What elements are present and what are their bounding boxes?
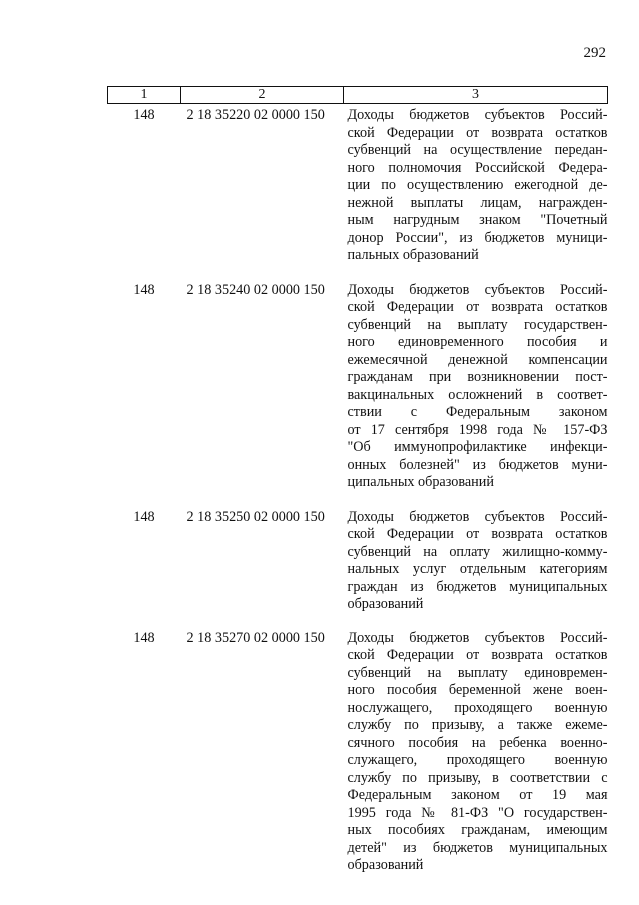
description-line: граждан из бюджетов муниципальных xyxy=(347,578,608,595)
description-line: ции по осуществлению ежегодной де- xyxy=(347,177,608,193)
description-line: нежной выплаты лицам, награжден- xyxy=(347,194,608,211)
revenue-description-cell xyxy=(344,279,608,506)
description-line: ской Федерации от возврата остатков xyxy=(347,647,608,663)
description-line: сячного пособия на ребенка военно- xyxy=(347,734,608,751)
admin-code-cell: 148 xyxy=(133,107,155,123)
description-line: образований xyxy=(347,596,424,612)
description-line: ного единовременного пособия и xyxy=(347,334,608,350)
description-line: ным нагрудным знаком "Почетный xyxy=(347,212,608,228)
description-line: "Об иммунопрофилактике инфекци- xyxy=(347,439,608,455)
budget-revenue-table xyxy=(107,86,608,889)
description-line: нальных услуг отдельным категориям xyxy=(347,561,608,577)
column-header-1: 1 xyxy=(108,87,181,104)
description-line: ных пособиях гражданам, имеющим xyxy=(347,822,608,838)
description-line: от 17 сентября 1998 года № 157-ФЗ xyxy=(347,421,608,438)
description-line: ской Федерации от возврата остатков xyxy=(347,124,608,141)
description-line: пальных образований xyxy=(347,247,479,263)
table-row xyxy=(108,279,608,506)
page-number: 292 xyxy=(583,45,606,61)
column-header-3: 3 xyxy=(344,87,608,104)
description-line: 1995 года № 81-ФЗ "О государствен- xyxy=(347,804,608,821)
table-row xyxy=(108,104,608,279)
revenue-description-cell xyxy=(344,506,608,627)
description-line: Доходы бюджетов субъектов Россий- xyxy=(347,281,608,298)
admin-code-cell: 148 xyxy=(133,281,155,298)
revenue-description-cell xyxy=(344,627,608,889)
description-line: онных болезней" из бюджетов муни- xyxy=(347,456,608,473)
description-line: образований xyxy=(347,857,424,873)
description-line: ного пособия беременной жене воен- xyxy=(347,682,608,698)
description-line: гражданам при возникновении пост- xyxy=(347,369,608,385)
table-row xyxy=(108,506,608,627)
admin-code-cell: 148 xyxy=(133,508,155,525)
description-line: службу по призыву, а также ежеме- xyxy=(347,717,608,733)
description-line: нослужащего, проходящего военную xyxy=(347,699,608,716)
budget-classification-code-cell: 2 18 35220 02 0000 150 xyxy=(186,107,325,123)
description-line: Доходы бюджетов субъектов Россий- xyxy=(347,629,608,646)
revenue-description-cell xyxy=(344,104,608,279)
budget-classification-code-cell: 2 18 35270 02 0000 150 xyxy=(186,629,325,646)
budget-classification-code-cell: 2 18 35240 02 0000 150 xyxy=(186,281,325,298)
description-line: Доходы бюджетов субъектов Россий- xyxy=(347,508,608,525)
description-line: донор России", из бюджетов муници- xyxy=(347,229,608,246)
description-line: субвенций на оплату жилищно-комму- xyxy=(347,543,608,560)
description-line: субвенций на осуществление передан- xyxy=(347,142,608,158)
admin-code-cell: 148 xyxy=(133,629,155,646)
column-header-2: 2 xyxy=(181,87,344,104)
description-line: вакцинальных осложнений в соответ- xyxy=(347,386,608,403)
description-line: ежемесячной денежной компенсации xyxy=(347,351,608,368)
description-line: ской Федерации от возврата остатков xyxy=(347,526,608,542)
description-line: ской Федерации от возврата остатков xyxy=(347,299,608,315)
description-line: ципальных образований xyxy=(347,474,494,490)
description-line: Федеральным законом от 19 мая xyxy=(347,787,608,803)
description-line: ствии с Федеральным законом xyxy=(347,404,608,420)
table-row xyxy=(108,627,608,889)
description-line: субвенций на выплату единовремен- xyxy=(347,664,608,681)
table-header-row xyxy=(108,87,608,104)
table-body xyxy=(108,104,608,889)
budget-classification-code-cell: 2 18 35250 02 0000 150 xyxy=(186,508,325,525)
description-line: служащего, проходящего военную xyxy=(347,752,608,768)
description-line: субвенций на выплату государствен- xyxy=(347,316,608,333)
description-line: службу по призыву, в соответствии с xyxy=(347,769,608,786)
description-line: ного полномочия Российской Федера- xyxy=(347,159,608,176)
description-line: Доходы бюджетов субъектов Россий- xyxy=(347,107,608,123)
description-line: детей" из бюджетов муниципальных xyxy=(347,839,608,856)
